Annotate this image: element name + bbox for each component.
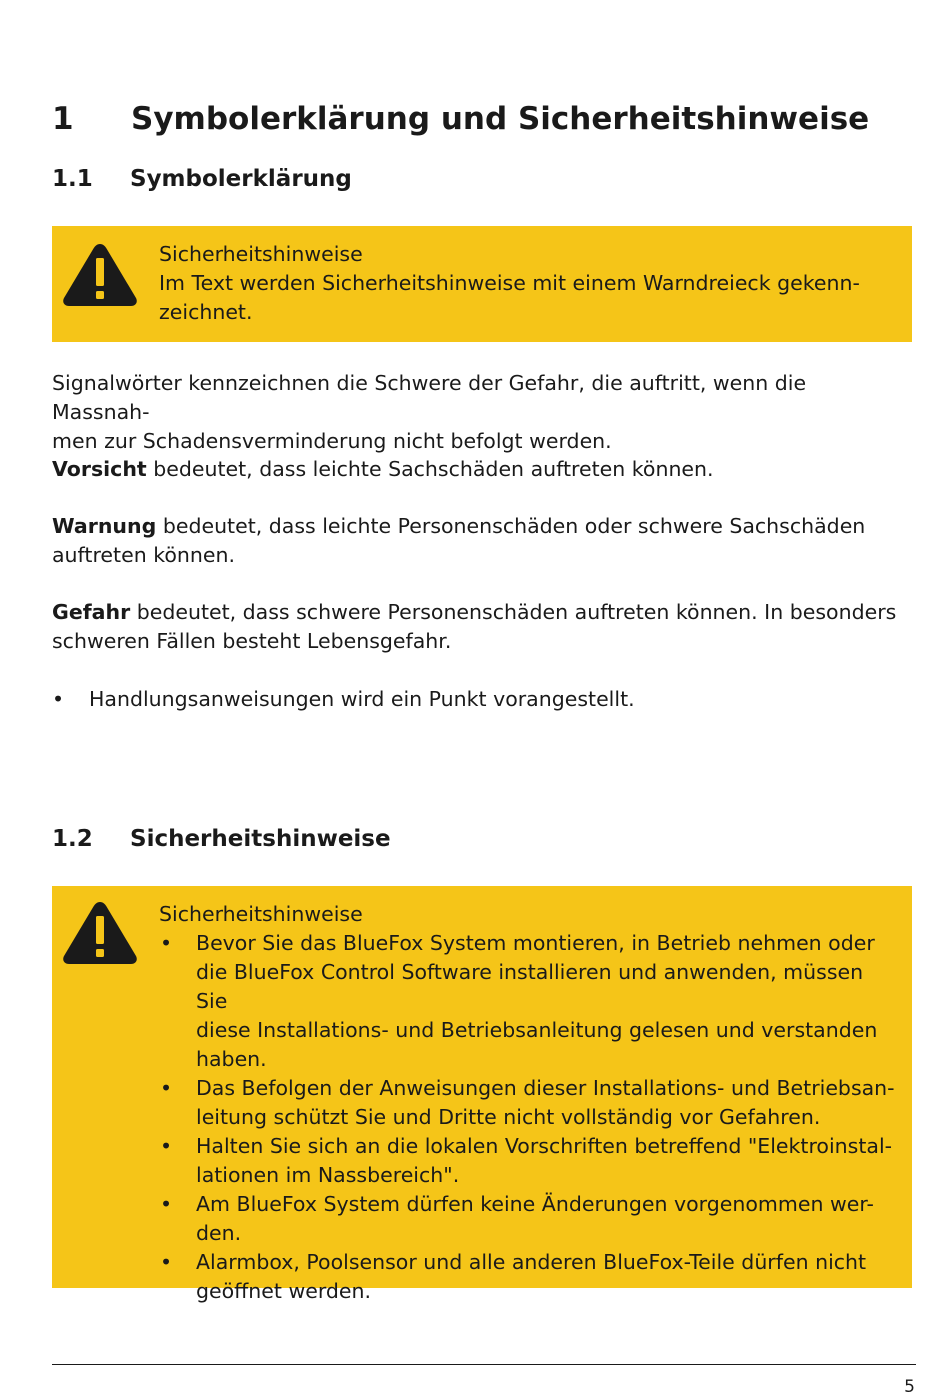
notice-text-line: Im Text werden Sicherheitshinweise mit einem Warndreieck gekenn-	[159, 271, 860, 295]
notice-content	[159, 240, 898, 327]
signal-description: bedeutet, dass leichte Personenschäden oder schwere Sachschäden	[156, 514, 866, 538]
signal-description: schweren Fällen besteht Lebensgefahr.	[52, 629, 452, 653]
list-item	[159, 1074, 898, 1132]
chapter-number: 1	[52, 101, 74, 137]
list-item-line: Am BlueFox System dürfen keine Änderungen vorgenommen wer-	[196, 1192, 874, 1216]
list-item	[159, 1190, 898, 1248]
list-item	[159, 929, 898, 1074]
paragraph-line: men zur Schadensverminderung nicht befolgt werden.	[52, 429, 612, 453]
safety-notice-box	[52, 226, 912, 342]
footer-divider	[52, 1364, 916, 1365]
list-item	[159, 1132, 898, 1190]
section-number: 1.2	[52, 826, 93, 852]
list-item-line: diese Installations- und Betriebsanleitung gelesen und verstanden	[196, 1018, 878, 1042]
list-item-line: lationen im Nassbereich".	[196, 1163, 460, 1187]
list-item-line: Halten Sie sich an die lokalen Vorschriften betreffend "Elektroinstal-	[196, 1134, 893, 1158]
safety-list	[159, 929, 898, 1306]
instruction-bullet	[52, 685, 635, 714]
bullet-symbol: •	[160, 1192, 173, 1216]
page-number: 5	[904, 1377, 915, 1397]
list-item	[159, 1248, 898, 1306]
list-item-line: die BlueFox Control Software installieren und anwenden, müssen Sie	[196, 960, 864, 1013]
signal-word-gefahr	[52, 598, 902, 656]
list-item-line: leitung schützt Sie und Dritte nicht vollständig vor Gefahren.	[196, 1105, 821, 1129]
section-heading-1-1	[52, 166, 352, 192]
section-title: Sicherheitshinweise	[130, 826, 391, 852]
list-item-line: Alarmbox, Poolsensor und alle anderen BlueFox-Teile dürfen nicht	[196, 1250, 867, 1274]
signal-term: Warnung	[52, 514, 157, 538]
paragraph-line: Signalwörter kennzeichnen die Schwere der Gefahr, die auftritt, wenn die Massnah-	[52, 371, 807, 424]
bullet-symbol: •	[160, 1134, 173, 1158]
notice-text-line: zeichnet.	[159, 300, 253, 324]
section-heading-1-2	[52, 826, 391, 852]
safety-instructions-box	[52, 886, 912, 1303]
list-item-line: geöffnet werden.	[196, 1279, 372, 1303]
chapter-heading	[52, 101, 869, 137]
signal-word-vorsicht	[52, 455, 902, 484]
list-item-line: Bevor Sie das BlueFox System montieren, in Betrieb nehmen oder	[196, 931, 875, 955]
intro-paragraph	[52, 369, 902, 456]
warning-triangle-icon	[60, 240, 140, 308]
signal-description: auftreten können.	[52, 543, 235, 567]
notice-title: Sicherheitshinweise	[159, 242, 363, 266]
bullet-symbol: •	[52, 687, 65, 711]
warning-triangle-icon	[60, 898, 140, 966]
list-item-line: Das Befolgen der Anweisungen dieser Installations- und Betriebsan-	[196, 1076, 895, 1100]
notice-content	[159, 900, 898, 1306]
signal-description: bedeutet, dass schwere Personenschäden auftreten können. In besonders	[130, 600, 897, 624]
signal-description: bedeutet, dass leichte Sachschäden auftreten können.	[146, 457, 714, 481]
bullet-symbol: •	[160, 1076, 173, 1100]
list-item-line: haben.	[196, 1047, 267, 1071]
notice-title: Sicherheitshinweise	[159, 902, 363, 926]
chapter-title: Symbolerklärung und Sicherheitshinweise	[131, 101, 870, 137]
signal-term: Vorsicht	[52, 457, 147, 481]
section-title: Symbolerklärung	[130, 166, 352, 192]
signal-term: Gefahr	[52, 600, 131, 624]
signal-word-warnung	[52, 512, 902, 570]
section-number: 1.1	[52, 166, 93, 192]
bullet-symbol: •	[160, 1250, 173, 1274]
list-item-line: den.	[196, 1221, 242, 1245]
bullet-symbol: •	[160, 931, 173, 955]
bullet-text: Handlungsanweisungen wird ein Punkt vorangestellt.	[89, 687, 635, 711]
